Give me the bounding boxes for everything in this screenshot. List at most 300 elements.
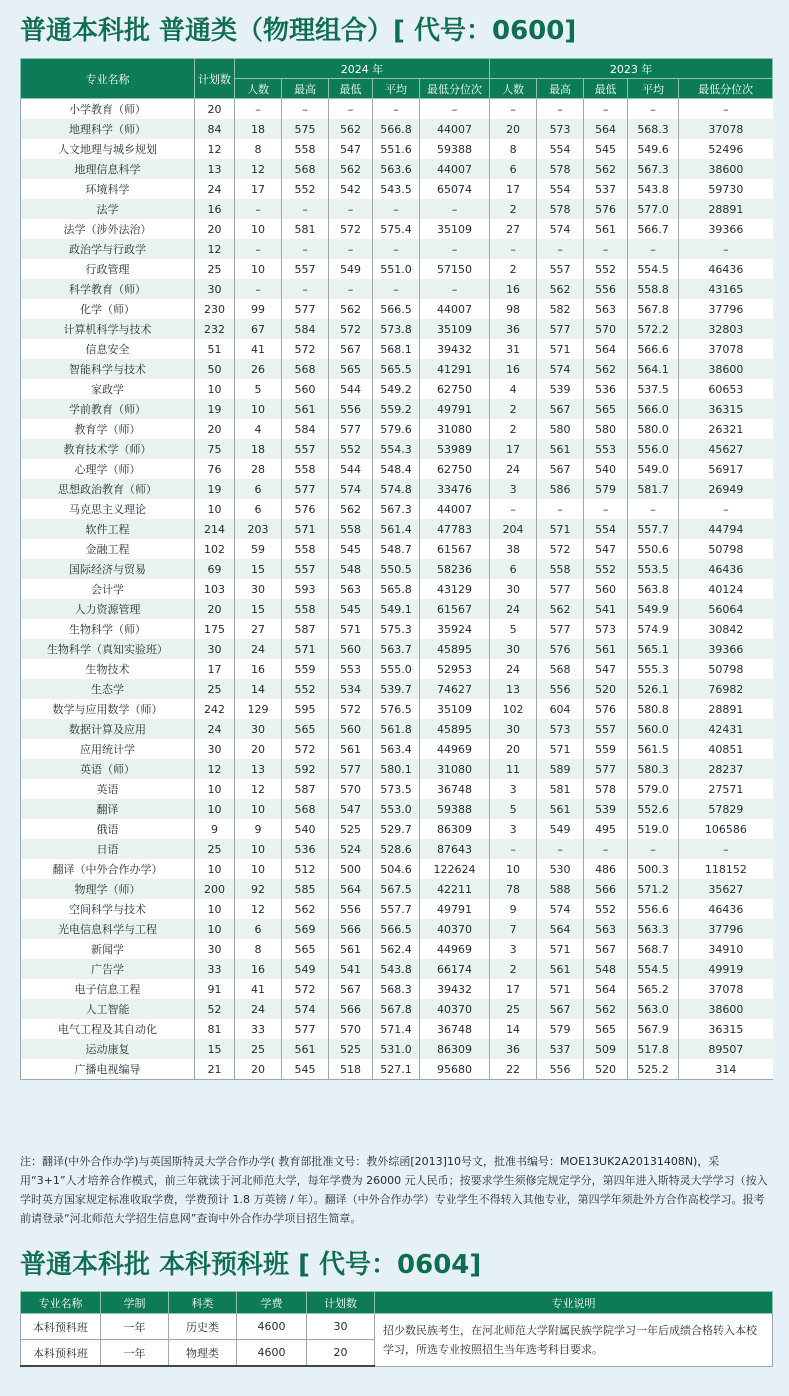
table-cell: 553 [329,659,373,679]
table-cell: 13 [490,679,537,699]
table-cell: 17 [235,179,282,199]
table-cell: 16 [195,199,235,219]
table-cell: 577 [537,619,584,639]
table-cell: 571 [537,519,584,539]
table-cell: 67 [235,319,282,339]
table-cell: 34910 [679,939,773,959]
table-cell: 560 [329,719,373,739]
table-row [21,519,773,539]
table-row [21,279,773,299]
table-cell: 572 [329,319,373,339]
table-cell: 20 [195,419,235,439]
table-cell: 27 [235,619,282,639]
table-cell: 556 [329,899,373,919]
table-cell: – [628,839,679,859]
table-cell: 553 [584,439,628,459]
table-cell: 31080 [420,419,490,439]
table-cell: 549 [537,819,584,839]
table-cell: – [373,239,420,259]
table-row [21,319,773,339]
table-cell: 571 [282,519,329,539]
table-cell: 16 [235,959,282,979]
table-row [21,1019,773,1039]
major-name-cell: 人力资源管理 [21,599,195,619]
major-name-cell: 生物科学（师） [21,619,195,639]
table-cell: 558 [329,519,373,539]
table-cell: 551.6 [373,139,420,159]
table-cell: 10 [195,779,235,799]
table-cell: 571 [537,339,584,359]
table-cell: 37796 [679,919,773,939]
table-cell: 7 [490,919,537,939]
table-cell: 4 [235,419,282,439]
table-cell: 46436 [679,259,773,279]
table-cell: – [420,99,490,120]
table-cell: 536 [584,379,628,399]
major-name-cell: 生态学 [21,679,195,699]
table-cell: 24 [195,179,235,199]
table-cell: 2 [490,959,537,979]
table-cell: 59388 [420,139,490,159]
major-name-cell: 翻译（中外合作办学） [21,859,195,879]
table-cell: 561 [282,1039,329,1059]
table-cell: 561 [537,439,584,459]
table-cell: 560 [282,379,329,399]
table-cell: – [490,239,537,259]
table-cell: 4600 [237,1314,307,1340]
table-cell: 581 [282,219,329,239]
table-cell: 556 [537,679,584,699]
major-name-cell: 数学与应用数学（师） [21,699,195,719]
admission-score-table [20,58,773,1080]
table-cell: 548.4 [373,459,420,479]
major-name-cell: 英语（师） [21,759,195,779]
table-cell: 543.8 [373,959,420,979]
table-cell: 20 [235,739,282,759]
table-cell: 554.3 [373,439,420,459]
table-cell: – [282,279,329,299]
table-cell: 35924 [420,619,490,639]
table-cell: 571 [282,639,329,659]
table-cell: 567.8 [628,299,679,319]
table-row [21,1059,773,1080]
prep-col-plan: 计划数 [307,1292,375,1314]
table-cell: 物理类 [169,1340,237,1367]
table-cell: – [235,99,282,120]
table-cell: 566 [329,999,373,1019]
table-cell: 27 [490,219,537,239]
table-cell: 577 [329,419,373,439]
col-max-2024: 最高 [282,79,329,99]
table-cell: 579.0 [628,779,679,799]
table-cell: 565 [584,1019,628,1039]
year-2023-header: 2023 年 [490,59,773,79]
table-cell: 557.7 [628,519,679,539]
table-cell: 36315 [679,1019,773,1039]
table-cell: 557 [282,439,329,459]
table-cell: 38600 [679,159,773,179]
table-cell: 37078 [679,119,773,139]
table-cell: 36 [490,1039,537,1059]
table-cell: 558 [537,559,584,579]
table-cell: 52953 [420,659,490,679]
table-cell: 566.5 [373,299,420,319]
table-cell: 555.0 [373,659,420,679]
table-cell: 587 [282,619,329,639]
major-name-cell: 地理科学（师） [21,119,195,139]
table-cell: 539 [537,379,584,399]
table-cell: 28237 [679,759,773,779]
table-cell: 567 [537,999,584,1019]
table-cell: 549.9 [628,599,679,619]
table-cell: 579.6 [373,419,420,439]
table-cell: 2 [490,199,537,219]
table-cell: 6 [490,159,537,179]
table-cell: 12 [235,899,282,919]
table-row [21,99,773,120]
major-name-cell: 化学（师） [21,299,195,319]
table-cell: 86309 [420,819,490,839]
table-cell: 572 [282,739,329,759]
table-cell: – [628,99,679,120]
table-cell: 567 [584,939,628,959]
table-cell: – [329,99,373,120]
table-cell: 30 [235,579,282,599]
table-cell: 118152 [679,859,773,879]
table-cell: 14 [490,1019,537,1039]
table-cell: 81 [195,1019,235,1039]
table-cell: 571 [537,939,584,959]
table-cell: 57150 [420,259,490,279]
table-cell: 314 [679,1059,773,1080]
table-cell: 39366 [679,639,773,659]
table-cell: 561 [329,939,373,959]
table-cell: 529.7 [373,819,420,839]
table-cell: 577 [282,479,329,499]
table-cell: 570 [329,779,373,799]
table-cell: 40370 [420,919,490,939]
table-cell: 524 [329,839,373,859]
table-cell: 566.5 [373,919,420,939]
table-cell: 550.6 [628,539,679,559]
table-cell: – [679,839,773,859]
table-cell: 40370 [420,999,490,1019]
table-cell: 561 [537,959,584,979]
table-cell: 10 [195,499,235,519]
table-cell: 89507 [679,1039,773,1059]
table-cell: – [679,239,773,259]
table-row [21,419,773,439]
table-cell: 558 [282,139,329,159]
year-2024-header: 2024 年 [235,59,490,79]
table-row [21,159,773,179]
table-cell: – [329,279,373,299]
table-cell: 586 [537,479,584,499]
plan-header: 计划数 [195,59,235,99]
table-cell: 558 [282,539,329,559]
table-cell: 56064 [679,599,773,619]
table-row [21,939,773,959]
table-cell: 15 [235,599,282,619]
table-cell: 本科预科班 [21,1314,101,1340]
table-cell: 574 [537,359,584,379]
table-cell: 564 [537,919,584,939]
major-name-cell: 金融工程 [21,539,195,559]
table-cell: 549 [329,259,373,279]
prep-col-duration: 学制 [101,1292,169,1314]
major-name-cell: 行政管理 [21,259,195,279]
table-cell: 564 [584,979,628,999]
table-cell: 46436 [679,899,773,919]
table-cell: 593 [282,579,329,599]
table-row [21,999,773,1019]
table-cell: 561.8 [373,719,420,739]
table-cell: 102 [195,539,235,559]
table-row [21,579,773,599]
table-cell: 509 [584,1039,628,1059]
table-row [21,819,773,839]
table-cell: 592 [282,759,329,779]
table-cell: 587 [282,779,329,799]
table-cell: 556 [329,399,373,419]
col-rank-2023: 最低分位次 [679,79,773,99]
table-cell: 566.8 [373,119,420,139]
table-cell: 581.7 [628,479,679,499]
table-cell: 565 [282,719,329,739]
table-row [21,1314,773,1340]
major-name-cell: 数据计算及应用 [21,719,195,739]
table-cell: 569 [282,919,329,939]
table-cell: 45627 [679,439,773,459]
table-cell: 44007 [420,159,490,179]
table-cell: 28891 [679,199,773,219]
table-cell: 10 [235,799,282,819]
table-cell: 568 [537,659,584,679]
prep-description: 招少数民族考生，在河北师范大学附属民族学院学习一年后成绩合格转入本校学习，所选专业按照招生当年选考科目要求。 [375,1314,773,1367]
table-row [21,699,773,719]
table-cell: 78 [490,879,537,899]
major-name-cell: 空间科学与技术 [21,899,195,919]
table-cell: 574 [329,479,373,499]
table-cell: 572 [282,339,329,359]
table-cell: 30 [490,719,537,739]
major-name-cell: 电子信息工程 [21,979,195,999]
table-cell: 578 [537,199,584,219]
table-cell: 574.8 [373,479,420,499]
table-cell: 24 [195,719,235,739]
table-cell: – [584,839,628,859]
table-cell: 562 [537,599,584,619]
major-name-cell: 日语 [21,839,195,859]
table-cell: 584 [282,419,329,439]
table-cell: 15 [235,559,282,579]
table-cell: – [282,199,329,219]
table-cell: 10 [195,899,235,919]
table-cell: 571.4 [373,1019,420,1039]
table-cell: 595 [282,699,329,719]
table-cell: 26321 [679,419,773,439]
table-cell: 32803 [679,319,773,339]
table-cell: 525 [329,1039,373,1059]
table-cell: 20 [490,119,537,139]
table-cell: 561 [537,799,584,819]
table-cell: 567.3 [628,159,679,179]
table-cell: 549.2 [373,379,420,399]
table-cell: 28 [235,459,282,479]
table-cell: 549.0 [628,459,679,479]
table-cell: – [628,239,679,259]
table-cell: 10 [235,859,282,879]
table-cell: 572 [282,979,329,999]
table-cell: 574 [282,999,329,1019]
table-cell: 562 [537,279,584,299]
table-cell: 66174 [420,959,490,979]
table-cell: 30 [195,279,235,299]
table-cell: 567.8 [373,999,420,1019]
table-cell: 10 [235,399,282,419]
table-cell: 76982 [679,679,773,699]
prep-col-category: 科类 [169,1292,237,1314]
table-cell: 557 [537,259,584,279]
table-cell: 562 [329,159,373,179]
table-cell: 33 [195,959,235,979]
major-name-cell: 智能科学与技术 [21,359,195,379]
table-cell: 563.0 [628,999,679,1019]
table-cell: 12 [235,779,282,799]
table-cell: 61567 [420,599,490,619]
table-cell: 200 [195,879,235,899]
section-title-prep: 普通本科批 本科预科班 [ 代号：0604] [20,1250,482,1280]
table-cell: 53989 [420,439,490,459]
table-cell: 56917 [679,459,773,479]
major-name-cell: 广播电视编导 [21,1059,195,1080]
table-cell: 550.5 [373,559,420,579]
table-cell: 59730 [679,179,773,199]
table-cell: 16 [490,279,537,299]
table-cell: 44007 [420,119,490,139]
table-cell: 20 [307,1340,375,1367]
table-cell: 585 [282,879,329,899]
table-cell: 30 [307,1314,375,1340]
table-cell: 568 [282,359,329,379]
table-cell: 576 [584,699,628,719]
major-name-cell: 马克思主义理论 [21,499,195,519]
table-cell: 43129 [420,579,490,599]
table-cell: 49791 [420,399,490,419]
major-name-cell: 科学教育（师） [21,279,195,299]
table-cell: 573.8 [373,319,420,339]
table-cell: 232 [195,319,235,339]
table-cell: 565 [329,359,373,379]
major-name-cell: 小学教育（师） [21,99,195,120]
table-cell: 541 [329,959,373,979]
table-cell: 558.8 [628,279,679,299]
table-cell: 26 [235,359,282,379]
table-cell: 57829 [679,799,773,819]
table-cell: 577 [329,759,373,779]
table-cell: 500.3 [628,859,679,879]
table-cell: 37078 [679,339,773,359]
table-cell: 39366 [679,219,773,239]
table-cell: 604 [537,699,584,719]
table-row [21,879,773,899]
major-name-cell: 家政学 [21,379,195,399]
table-cell: 557 [282,259,329,279]
table-cell: – [537,839,584,859]
table-cell: 59 [235,539,282,559]
table-cell: 554 [537,139,584,159]
table-cell: 543.8 [628,179,679,199]
table-cell: 552.6 [628,799,679,819]
major-name-cell: 心理学（师） [21,459,195,479]
table-cell: 568.3 [628,119,679,139]
table-cell: 10 [195,919,235,939]
table-cell: – [537,239,584,259]
table-cell: 537.5 [628,379,679,399]
table-cell: 9 [490,899,537,919]
table-cell: 554 [584,519,628,539]
table-cell: 560.0 [628,719,679,739]
table-cell: 517.8 [628,1039,679,1059]
table-cell: 556 [537,1059,584,1080]
table-cell: 564.1 [628,359,679,379]
table-cell: 519.0 [628,819,679,839]
table-cell: 25 [235,1039,282,1059]
table-cell: 129 [235,699,282,719]
major-name-cell: 思想政治教育（师） [21,479,195,499]
table-cell: 20 [490,739,537,759]
col-count-2023: 人数 [490,79,537,99]
table-cell: 17 [490,179,537,199]
table-cell: 566 [329,919,373,939]
table-row [21,499,773,519]
table-cell: 46436 [679,559,773,579]
table-cell: 3 [490,939,537,959]
table-cell: 565.1 [628,639,679,659]
table-cell: 572 [329,219,373,239]
table-cell: 25 [490,999,537,1019]
table-row [21,339,773,359]
table-row [21,839,773,859]
table-cell: 75 [195,439,235,459]
table-cell: 547 [584,659,628,679]
table-cell: 578 [537,159,584,179]
table-cell: 567.3 [373,499,420,519]
table-cell: 6 [235,499,282,519]
table-cell: 539 [584,799,628,819]
table-cell: 5 [235,379,282,399]
table-cell: 50798 [679,539,773,559]
table-cell: 567 [329,339,373,359]
table-cell: 91 [195,979,235,999]
table-cell: 86309 [420,1039,490,1059]
table-cell: 16 [490,359,537,379]
table-cell: 563.8 [628,579,679,599]
table-cell: 549 [282,959,329,979]
table-cell: 554 [537,179,584,199]
table-cell: 545 [329,539,373,559]
prep-col-major: 专业名称 [21,1292,101,1314]
table-row [21,1039,773,1059]
table-cell: 3 [490,819,537,839]
table-cell: 27571 [679,779,773,799]
table-cell: 547 [329,799,373,819]
table-cell: 565.2 [628,979,679,999]
table-cell: 536 [282,839,329,859]
table-cell: 9 [195,819,235,839]
major-name-cell: 环境科学 [21,179,195,199]
table-row [21,719,773,739]
